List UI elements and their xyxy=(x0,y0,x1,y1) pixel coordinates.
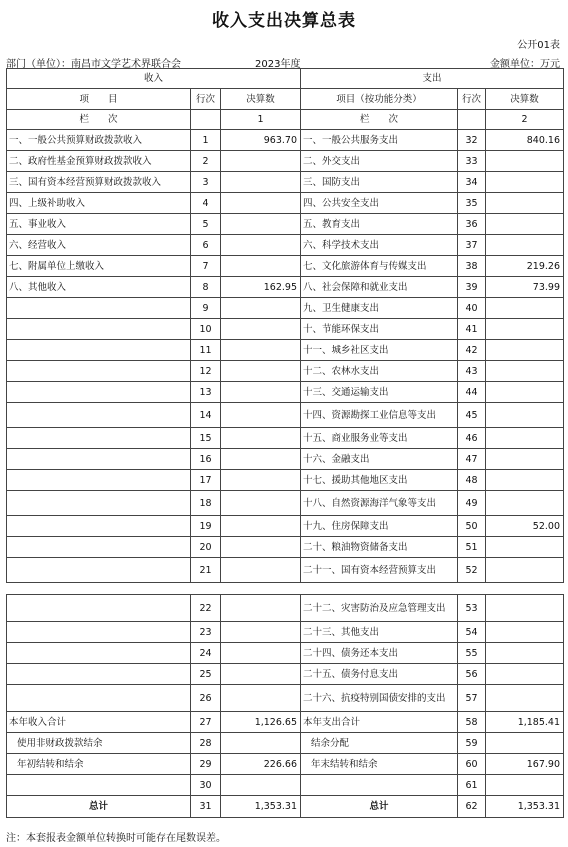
table-row xyxy=(7,643,564,664)
expense-row-number: 59 xyxy=(458,733,486,754)
table-row xyxy=(7,595,564,622)
income-row-number: 9 xyxy=(191,298,221,319)
expense-item: 二十三、其他支出 xyxy=(301,622,458,643)
expense-item: 十、节能环保支出 xyxy=(301,319,458,340)
expense-item-header: 项目（按功能分类） xyxy=(301,89,458,110)
income-row-number: 14 xyxy=(191,403,221,428)
expense-row-number: 56 xyxy=(458,664,486,685)
expense-item: 六、科学技术支出 xyxy=(301,235,458,256)
income-amount xyxy=(221,340,301,361)
income-row-number: 27 xyxy=(191,712,221,733)
income-amount-header: 决算数 xyxy=(221,89,301,110)
income-amount xyxy=(221,298,301,319)
expense-amount xyxy=(486,361,564,382)
expense-amount xyxy=(486,319,564,340)
income-amount xyxy=(221,643,301,664)
expense-row-number: 52 xyxy=(458,558,486,583)
expense-row-number: 55 xyxy=(458,643,486,664)
footnote: 注：本套报表金额单位转换时可能存在尾数误差。 xyxy=(6,833,226,844)
income-amount: 963.70 xyxy=(221,130,301,151)
expense-row-number: 46 xyxy=(458,428,486,449)
income-amount xyxy=(221,235,301,256)
income-item: 六、经营收入 xyxy=(7,235,191,256)
income-amount xyxy=(221,214,301,235)
expense-row-number: 58 xyxy=(458,712,486,733)
report-title: 收入支出决算总表 xyxy=(212,11,356,31)
column-number-label: 栏 次 xyxy=(301,110,458,130)
column-number-label: 栏 次 xyxy=(7,110,191,130)
income-amount xyxy=(221,193,301,214)
expense-row-number: 48 xyxy=(458,470,486,491)
expense-amount xyxy=(486,151,564,172)
income-item-header: 项 目 xyxy=(7,89,191,110)
expense-amount xyxy=(486,558,564,583)
income-amount xyxy=(221,403,301,428)
income-amount xyxy=(221,470,301,491)
table-row xyxy=(7,340,564,361)
income-item xyxy=(7,298,191,319)
income-item xyxy=(7,685,191,712)
expense-item: 十七、援助其他地区支出 xyxy=(301,470,458,491)
expense-row-number: 47 xyxy=(458,449,486,470)
income-amount xyxy=(221,775,301,796)
expense-section-header: 支出 xyxy=(301,69,564,89)
income-row-number: 24 xyxy=(191,643,221,664)
fiscal-year: 2023年度 xyxy=(255,59,301,70)
income-item xyxy=(7,775,191,796)
income-amount xyxy=(221,172,301,193)
expense-item: 二十二、灾害防治及应急管理支出 xyxy=(301,595,458,622)
expense-item: 十三、交通运输支出 xyxy=(301,382,458,403)
income-amount xyxy=(221,664,301,685)
income-row-number: 29 xyxy=(191,754,221,775)
income-row-number: 23 xyxy=(191,622,221,643)
income-row-header: 行次 xyxy=(191,89,221,110)
expense-item: 二十五、债务付息支出 xyxy=(301,664,458,685)
expense-item: 八、社会保障和就业支出 xyxy=(301,277,458,298)
expense-amount xyxy=(486,537,564,558)
expense-item: 十八、自然资源海洋气象等支出 xyxy=(301,491,458,516)
income-row-number: 10 xyxy=(191,319,221,340)
table-row xyxy=(7,403,564,428)
income-row-number: 2 xyxy=(191,151,221,172)
expense-row-number: 57 xyxy=(458,685,486,712)
table-row xyxy=(7,775,564,796)
expense-amount xyxy=(486,733,564,754)
expense-item: 结余分配 xyxy=(301,733,458,754)
expense-row-number: 44 xyxy=(458,382,486,403)
income-item xyxy=(7,595,191,622)
expense-amount xyxy=(486,595,564,622)
expense-item xyxy=(301,775,458,796)
table-row xyxy=(7,151,564,172)
expense-item: 二十一、国有资本经营预算支出 xyxy=(301,558,458,583)
expense-row-number: 61 xyxy=(458,775,486,796)
expense-amount xyxy=(486,235,564,256)
expense-amount: 840.16 xyxy=(486,130,564,151)
table-row xyxy=(7,428,564,449)
income-row-number: 18 xyxy=(191,491,221,516)
expense-row-number: 50 xyxy=(458,516,486,537)
department-label: 部门（单位）：南昌市文学艺术界联合会 xyxy=(6,59,181,70)
income-row-number: 22 xyxy=(191,595,221,622)
expense-amount xyxy=(486,428,564,449)
table-row xyxy=(7,235,564,256)
income-row-number: 25 xyxy=(191,664,221,685)
expense-item: 十四、资源勘探工业信息等支出 xyxy=(301,403,458,428)
income-item xyxy=(7,622,191,643)
table-row xyxy=(7,558,564,583)
expense-item: 二十四、债务还本支出 xyxy=(301,643,458,664)
expense-amount xyxy=(486,491,564,516)
income-row-number: 30 xyxy=(191,775,221,796)
income-item xyxy=(7,449,191,470)
expense-row-number: 40 xyxy=(458,298,486,319)
income-amount xyxy=(221,319,301,340)
expense-item: 年末结转和结余 xyxy=(301,754,458,775)
income-row-number: 31 xyxy=(191,796,221,818)
income-item xyxy=(7,516,191,537)
summary-table-upper xyxy=(6,68,564,583)
expense-row-number: 45 xyxy=(458,403,486,428)
expense-amount xyxy=(486,403,564,428)
income-row-number: 6 xyxy=(191,235,221,256)
expense-item: 本年支出合计 xyxy=(301,712,458,733)
income-row-number: 28 xyxy=(191,733,221,754)
expense-amount xyxy=(486,382,564,403)
table-row xyxy=(7,298,564,319)
expense-amount xyxy=(486,298,564,319)
table-row xyxy=(7,470,564,491)
income-item: 使用非财政拨款结余 xyxy=(7,733,191,754)
income-item xyxy=(7,491,191,516)
expense-row-number: 41 xyxy=(458,319,486,340)
income-row-number: 17 xyxy=(191,470,221,491)
income-amount xyxy=(221,491,301,516)
expense-row-number: 62 xyxy=(458,796,486,818)
table-row xyxy=(7,130,564,151)
expense-amount xyxy=(486,622,564,643)
expense-row-number: 49 xyxy=(458,491,486,516)
column-number: 1 xyxy=(221,110,301,130)
expense-row-number: 60 xyxy=(458,754,486,775)
table-row xyxy=(7,319,564,340)
income-amount xyxy=(221,622,301,643)
income-amount xyxy=(221,558,301,583)
table-row xyxy=(7,491,564,516)
expense-row-number: 51 xyxy=(458,537,486,558)
income-row-number: 12 xyxy=(191,361,221,382)
expense-row-number: 34 xyxy=(458,172,486,193)
table-row xyxy=(7,449,564,470)
table-row xyxy=(7,685,564,712)
income-row-number: 3 xyxy=(191,172,221,193)
income-amount xyxy=(221,733,301,754)
expense-row-number: 35 xyxy=(458,193,486,214)
expense-row-number: 42 xyxy=(458,340,486,361)
income-item xyxy=(7,558,191,583)
table-row xyxy=(7,172,564,193)
expense-amount: 167.90 xyxy=(486,754,564,775)
expense-item: 九、卫生健康支出 xyxy=(301,298,458,319)
income-item: 七、附属单位上缴收入 xyxy=(7,256,191,277)
income-item xyxy=(7,382,191,403)
income-row-number: 20 xyxy=(191,537,221,558)
expense-row-number: 39 xyxy=(458,277,486,298)
expense-row-number: 37 xyxy=(458,235,486,256)
currency-unit: 金额单位：万元 xyxy=(490,59,560,70)
expense-item: 十五、商业服务业等支出 xyxy=(301,428,458,449)
expense-item: 二十六、抗疫特别国债安排的支出 xyxy=(301,685,458,712)
expense-item: 四、公共安全支出 xyxy=(301,193,458,214)
expense-item: 总计 xyxy=(301,796,458,818)
income-row-number: 8 xyxy=(191,277,221,298)
expense-item: 五、教育支出 xyxy=(301,214,458,235)
expense-row-number: 54 xyxy=(458,622,486,643)
table-row xyxy=(7,754,564,775)
expense-amount xyxy=(486,449,564,470)
income-row-number: 4 xyxy=(191,193,221,214)
expense-amount: 219.26 xyxy=(486,256,564,277)
income-amount xyxy=(221,361,301,382)
income-row-number: 26 xyxy=(191,685,221,712)
table-row xyxy=(7,664,564,685)
table-row xyxy=(7,256,564,277)
table-row xyxy=(7,712,564,733)
expense-amount xyxy=(486,214,564,235)
income-amount xyxy=(221,537,301,558)
expense-row-number: 33 xyxy=(458,151,486,172)
income-row-number: 15 xyxy=(191,428,221,449)
income-item: 三、国有资本经营预算财政拨款收入 xyxy=(7,172,191,193)
income-amount: 1,353.31 xyxy=(221,796,301,818)
expense-item: 一、一般公共服务支出 xyxy=(301,130,458,151)
income-item: 五、事业收入 xyxy=(7,214,191,235)
income-item xyxy=(7,340,191,361)
expense-item: 三、国防支出 xyxy=(301,172,458,193)
income-amount: 226.66 xyxy=(221,754,301,775)
expense-row-number: 32 xyxy=(458,130,486,151)
income-amount xyxy=(221,449,301,470)
expense-amount: 1,185.41 xyxy=(486,712,564,733)
table-row xyxy=(7,516,564,537)
income-row-number: 11 xyxy=(191,340,221,361)
income-row-number: 19 xyxy=(191,516,221,537)
income-item xyxy=(7,428,191,449)
expense-item: 七、文化旅游体育与传媒支出 xyxy=(301,256,458,277)
income-item xyxy=(7,664,191,685)
income-row-number: 1 xyxy=(191,130,221,151)
income-item: 总计 xyxy=(7,796,191,818)
expense-amount xyxy=(486,340,564,361)
expense-row-number: 38 xyxy=(458,256,486,277)
expense-row-number: 43 xyxy=(458,361,486,382)
income-item xyxy=(7,403,191,428)
expense-item: 十六、金融支出 xyxy=(301,449,458,470)
income-row-number: 7 xyxy=(191,256,221,277)
expense-amount xyxy=(486,470,564,491)
expense-row-header: 行次 xyxy=(458,89,486,110)
expense-item: 二十、粮油物资储备支出 xyxy=(301,537,458,558)
expense-amount: 1,353.31 xyxy=(486,796,564,818)
expense-row-number: 53 xyxy=(458,595,486,622)
income-item xyxy=(7,470,191,491)
table-row xyxy=(7,214,564,235)
expense-amount xyxy=(486,172,564,193)
income-amount xyxy=(221,595,301,622)
table-row xyxy=(7,193,564,214)
table-row xyxy=(7,622,564,643)
table-row xyxy=(7,382,564,403)
income-section-header: 收入 xyxy=(7,69,301,89)
income-amount xyxy=(221,382,301,403)
income-item xyxy=(7,361,191,382)
expense-item: 十一、城乡社区支出 xyxy=(301,340,458,361)
expense-row-number: 36 xyxy=(458,214,486,235)
expense-amount xyxy=(486,643,564,664)
income-item xyxy=(7,643,191,664)
income-item: 一、一般公共预算财政拨款收入 xyxy=(7,130,191,151)
table-row xyxy=(7,277,564,298)
expense-amount xyxy=(486,775,564,796)
income-row-number: 5 xyxy=(191,214,221,235)
table-row xyxy=(7,796,564,818)
expense-amount: 73.99 xyxy=(486,277,564,298)
income-item: 年初结转和结余 xyxy=(7,754,191,775)
expense-amount: 52.00 xyxy=(486,516,564,537)
expense-item: 十二、农林水支出 xyxy=(301,361,458,382)
expense-item: 十九、住房保障支出 xyxy=(301,516,458,537)
table-row xyxy=(7,733,564,754)
income-amount: 162.95 xyxy=(221,277,301,298)
income-amount xyxy=(221,516,301,537)
income-row-number: 21 xyxy=(191,558,221,583)
expense-amount xyxy=(486,685,564,712)
income-amount xyxy=(221,151,301,172)
income-item xyxy=(7,319,191,340)
income-item: 八、其他收入 xyxy=(7,277,191,298)
expense-amount-header: 决算数 xyxy=(486,89,564,110)
summary-table-lower xyxy=(6,594,564,818)
income-amount xyxy=(221,685,301,712)
expense-amount xyxy=(486,193,564,214)
column-number: 2 xyxy=(486,110,564,130)
income-amount: 1,126.65 xyxy=(221,712,301,733)
income-item xyxy=(7,537,191,558)
table-row xyxy=(7,537,564,558)
income-row-number: 16 xyxy=(191,449,221,470)
income-item: 本年收入合计 xyxy=(7,712,191,733)
income-amount xyxy=(221,256,301,277)
income-item: 二、政府性基金预算财政拨款收入 xyxy=(7,151,191,172)
income-amount xyxy=(221,428,301,449)
income-item: 四、上级补助收入 xyxy=(7,193,191,214)
form-number: 公开01表 xyxy=(517,40,560,51)
income-row-number: 13 xyxy=(191,382,221,403)
expense-amount xyxy=(486,664,564,685)
table-row xyxy=(7,361,564,382)
expense-item: 二、外交支出 xyxy=(301,151,458,172)
